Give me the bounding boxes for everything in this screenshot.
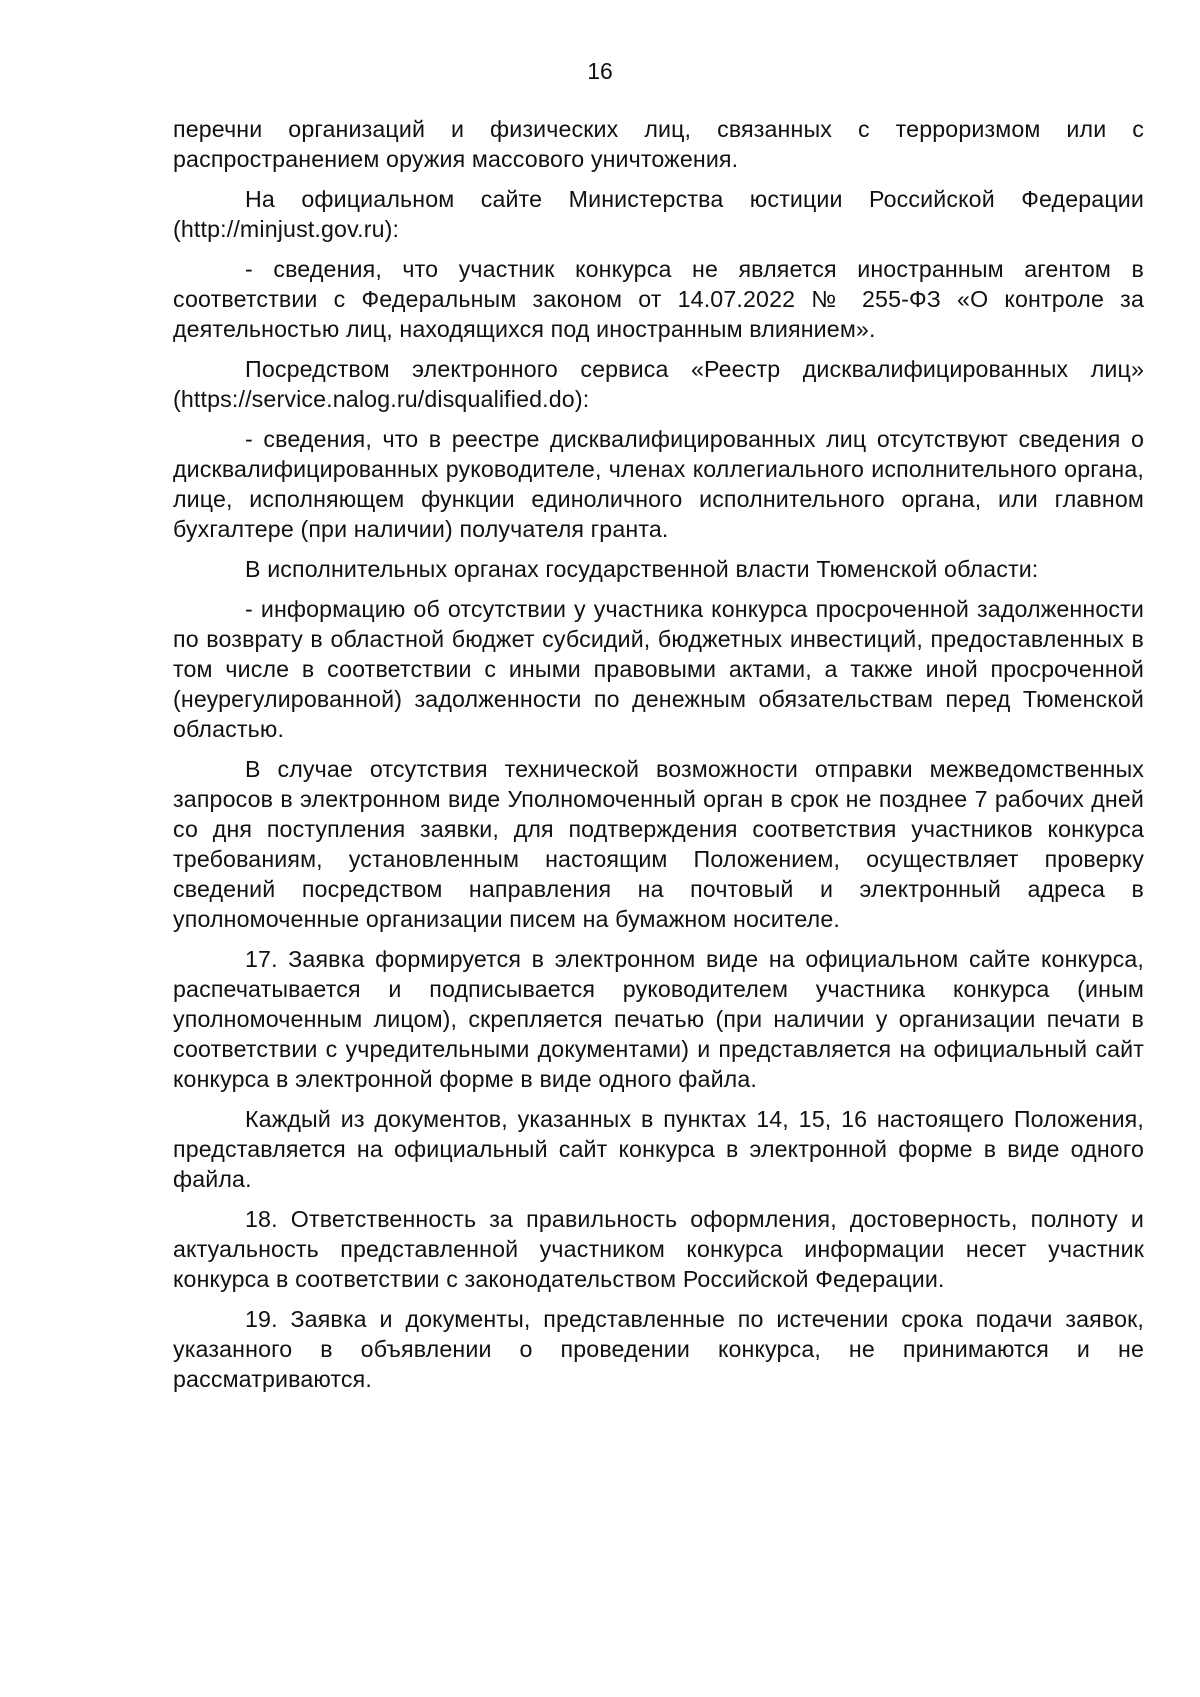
paragraph-regional-authorities: В исполнительных органах государственной власти Тюменской области:: [245, 556, 1039, 582]
paragraph-item-18: 18. Ответственность за правильность оформления, достоверность, полноту и актуальность представленной участником конкурса информации несет участник конкурса в соответствии с законодательством Российской Федерации.: [173, 1206, 1144, 1292]
paragraph-disqualified-registry: Посредством электронного сервиса «Реестр дисквалифицированных лиц» (https://service.nalog.ru/disqualified.do):: [173, 356, 1144, 412]
paragraph-no-technical-capability: В случае отсутствия технической возможности отправки межведомственных запросов в электронном виде Уполномоченный орган в срок не позднее 7 рабочих дней со дня поступления заявки, для подтверждения соответствия участников конкурса требованиям, установленным настоящим Положением, осуществляет проверку сведений посредством направления на почтовый и электронный адреса в уполномоченные организации писем на бумажном носителе.: [173, 756, 1144, 932]
paragraph-item-17: 17. Заявка формируется в электронном виде на официальном сайте конкурса, распечатывается и подписывается руководителем участника конкурса (иным уполномоченным лицом), скрепляется печатью (при наличии у организации печати в соответствии с учредительными документами) и представляется на официальный сайт конкурса в электронной форме в виде одного файла.: [173, 946, 1144, 1092]
page-number: 16: [587, 58, 613, 84]
document-body: [173, 114, 1144, 1404]
paragraph-disqualified-info: - сведения, что в реестре дисквалифицированных лиц отсутствуют сведения о дисквалифицированных руководителе, членах коллегиального исполнительного органа, лице, исполняющем функции единоличного исполнительного органа, или главном бухгалтере (при наличии) получателя гранта.: [173, 426, 1144, 542]
paragraph-debt-info: - информацию об отсутствии у участника конкурса просроченной задолженности по возврату в областной бюджет субсидий, бюджетных инвестиций, предоставленных в том числе в соответствии с иными правовыми актами, а также иной просроченной (неурегулированной) задолженности по денежным обязательствам перед Тюменской областью.: [173, 596, 1144, 742]
paragraph-each-document: Каждый из документов, указанных в пунктах 14, 15, 16 настоящего Положения, представляется на официальный сайт конкурса в электронной форме в виде одного файла.: [173, 1106, 1144, 1192]
paragraph-item-19: 19. Заявка и документы, представленные по истечении срока подачи заявок, указанного в объявлении о проведении конкурса, не принимаются и не рассматриваются.: [173, 1306, 1144, 1392]
paragraph-foreign-agent: - сведения, что участник конкурса не является иностранным агентом в соответствии с Федеральным законом от 14.07.2022 № 255-ФЗ «О контроле за деятельностью лиц, находящихся под иностранным влиянием».: [173, 256, 1144, 342]
paragraph-terrorism-lists: перечни организаций и физических лиц, связанных с терроризмом или с распространением оружия массового уничтожения.: [173, 116, 1144, 172]
paragraph-minjust-site: На официальном сайте Министерства юстиции Российской Федерации (http://minjust.gov.ru):: [173, 186, 1144, 242]
